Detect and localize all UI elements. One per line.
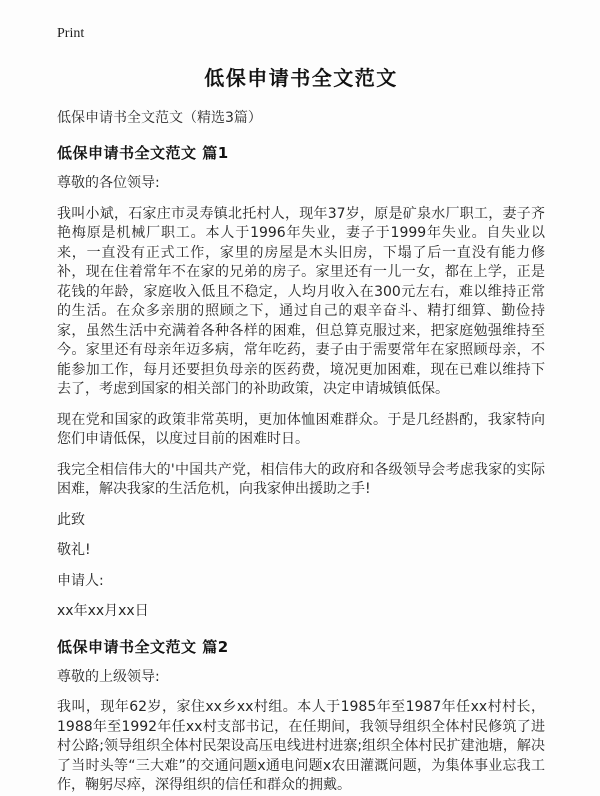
section-1-salute: 敬礼! [57,542,91,558]
section-1-heading: 低保申请书全文范文 篇1 [57,144,229,162]
document-subtitle: 低保申请书全文范文（精选3篇） [57,110,262,126]
print-link[interactable]: Print [57,26,85,41]
section-1-paragraph: 我叫小斌，石家庄市灵寿镇北托村人，现年37岁，原是矿泉水厂职工，妻子齐艳梅原是机械厂职工。本人于1996年失业，妻子于1999年失业。自失业以来，一直没有正式工作，家里的房屋是木头旧房，下塌了后一直没有能力修补，现在住着常年不在家的兄弟的房子。家里还有一儿一女，都在上学，正是花钱的年龄，家庭收入低且不稳定，人均月收入在300元左右，难以维持正常的生活。在众多亲朋的照顾之下，通过自己的艰辛奋斗、精打细算、勤俭持家，虽然生活中充满着各种各样的困难，但总算克服过来，把家庭勉强维持至今。家里还有母亲年迈多病，常年吃药，妻子由于需要常年在家照顾母亲，不能参加工作，每月还要担负母亲的医药费，境况更加困难，现在已难以维持下去了，考虑到国家的相关部门的补助政策，决定申请城镇低保。 [57,205,545,397]
section-1-paragraph: 我完全相信伟大的'中国共产党，相信伟大的政府和各级领导会考虑我家的实际困难，解决我家的生活危机，向我家伸出援助之手! [57,461,545,497]
section-1-salutation: 尊敬的各位领导: [57,175,160,191]
section-2-paragraph: 我叫，现年62岁，家住xx乡xx村组。本人于1985年至1987年任xx村村长，1988年至1992年任xx村支部书记，在任期间，我领导组织全体村民修筑了进村公路;领导组织全体村民架设高压电线进村进寨;组织全体村民扩建池塘，解决了当时头等“三大难”的交通问题x通电问题x农田灌溉问题，为集体事业忘我工作，鞠躬尽瘁，深得组织的信任和群众的拥戴。 [57,699,545,793]
section-1-paragraph: 现在党和国家的政策非常英明，更加体恤困难群众。于是几经斟酌，我家特向您们申请低保，以度过目前的困难时日。 [57,411,545,447]
section-2-salutation: 尊敬的上级领导: [57,668,160,685]
section-1-closing: 此致 [57,511,85,528]
section-2-heading: 低保申请书全文范文 篇2 [57,637,229,656]
section-1-applicant-line: 申请人: [57,572,104,589]
page-title: 低保申请书全文范文 [204,66,398,90]
section-1-date-line: xx年xx月xx日 [57,603,149,619]
